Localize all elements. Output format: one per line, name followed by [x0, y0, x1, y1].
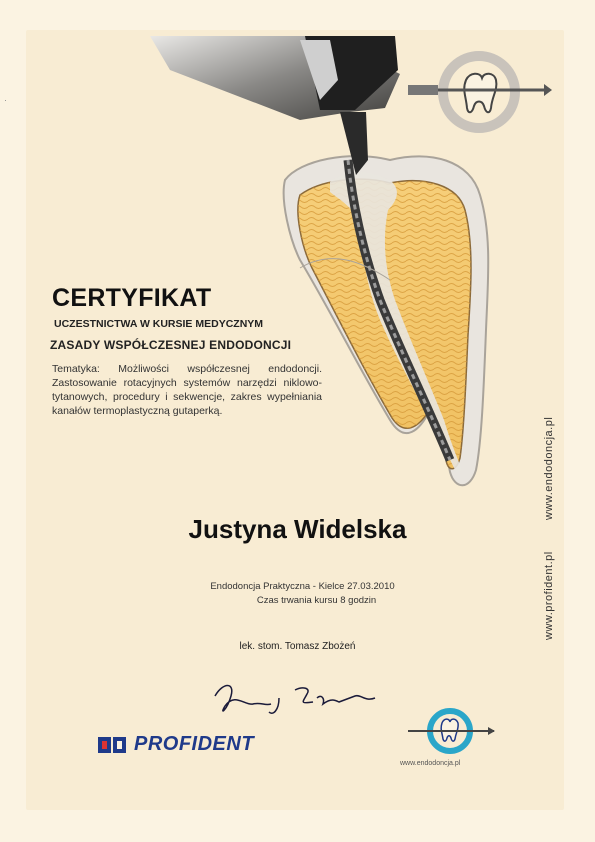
duration-line: Czas trwania kursu 8 godzin	[256, 595, 377, 606]
vertical-url-endodoncja: www.endodoncja.pl	[543, 416, 555, 520]
recipient-name: Justyna Widelska	[188, 514, 407, 544]
participation-subtitle: UCZESTNICTWA W KURSIE MEDYCZNYM	[54, 318, 264, 330]
course-topic: Tematyka: Możliwości współczesnej endodoncji. Zastosowanie rotacyjnych systemów narzędzi niklowo-tytanowych, procedury i sekwencje, zakres wypełniania kanałów termoplastyczną gutaperką.	[52, 363, 322, 417]
vertical-url-profident: www.profident.pl	[543, 551, 555, 640]
top-tooth-file-logo-icon	[404, 50, 554, 140]
profident-logo-text: PROFIDENT	[134, 733, 255, 755]
event-line: Endodoncja Praktyczna - Kielce 27.03.2010	[210, 581, 395, 592]
lecturer-name: lek. stom. Tomasz Zbożeń	[239, 641, 356, 652]
bottom-tooth-file-logo-icon	[406, 705, 496, 757]
course-name: ZASADY WSPÓŁCZESNEJ ENDODONCJI	[50, 338, 292, 352]
profident-mark-icon	[98, 735, 128, 755]
certificate-title: CERTYFIKAT	[52, 284, 212, 312]
endodoncja-logo-url: www.endodoncja.pl	[400, 760, 461, 767]
lecturer-signature	[205, 676, 385, 720]
profident-logo	[98, 733, 254, 756]
